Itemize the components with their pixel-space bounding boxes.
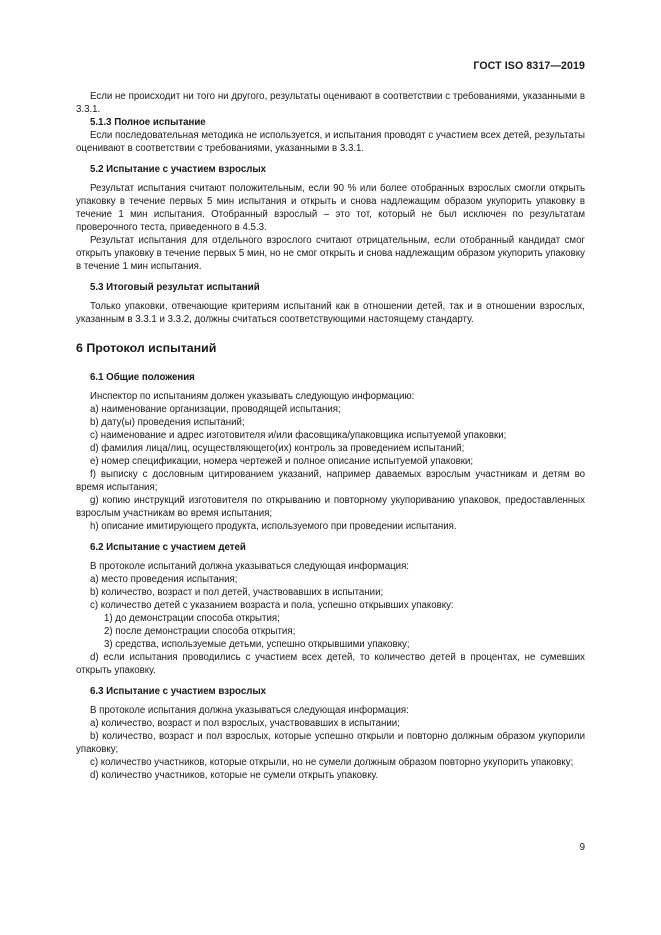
page-number: 9 (579, 842, 585, 853)
section-heading-5-3: 5.3 Итоговый результат испытаний (90, 282, 260, 293)
list-item: c) количество детей с указанием возраста и пола, успешно открывших упаковку: (90, 600, 454, 611)
document-header: ГОСТ ISO 8317—2019 (473, 60, 585, 72)
section-heading-5-2: 5.2 Испытание с участием взрослых (90, 164, 267, 175)
list-item: d) количество участников, которые не сумели открыть упаковку. (90, 770, 379, 781)
page-content (76, 90, 585, 782)
list-item: d) фамилия лица/лиц, осуществляющего(их) контроль за проведением испытаний; (90, 443, 465, 454)
list-item: f) выписку с дословным цитированием указаний, например даваемых взрослым участникам и детям во время испытания; (76, 469, 585, 493)
section-heading-6: 6 Протокол испытаний (76, 341, 217, 355)
list-item: a) количество, возраст и пол взрослых, участвовавших в испытании; (90, 718, 400, 729)
sub-list-item: 2) после демонстрации способа открытия; (104, 626, 296, 637)
paragraph: Результат испытания для отдельного взрослого считают отрицательным, если отобранный кандидат смог открыть упаковку в течение первых 5 мин, но не смог открыть и снова надлежащим образом укупорить упаковку в течение 1 мин испытания. (76, 235, 585, 272)
section-heading-6-3: 6.3 Испытание с участием взрослых (90, 686, 267, 697)
paragraph: В протоколе испытания должна указываться следующая информация: (90, 705, 409, 716)
list-item: d) если испытания проводились с участием всех детей, то количество детей в процентах, не сумевших открыть упаковку. (76, 652, 585, 676)
list-item: c) количество участников, которые открыли, но не сумели должным образом повторно укупорить упаковку; (90, 757, 574, 768)
paragraph: Если не происходит ни того ни другого, результаты оценивают в соответствии с требованиями, указанными в 3.3.1. (76, 91, 585, 115)
list-item: a) место проведения испытания; (90, 574, 238, 585)
section-heading-6-2: 6.2 Испытание с участием детей (90, 542, 246, 553)
section-heading-6-1: 6.1 Общие положения (90, 372, 195, 383)
paragraph: Если последовательная методика не используется, и испытания проводят с участием всех детей, результаты оценивают в соответствии с требованиями, указанными в 3.3.1. (76, 130, 585, 154)
list-item: b) дату(ы) проведения испытаний; (90, 417, 245, 428)
sub-list-item: 1) до демонстрации способа открытия; (104, 613, 280, 624)
paragraph: Результат испытания считают положительным, если 90 % или более отобранных взрослых смогли открыть упаковку в течение первых 5 мин испытания и открыть и снова надлежащим образом укупорить упаковку в течение 1 мин испытания. Отобранный взрослый – это тот, который не был исключен по результатам проверочного теста, приведенного в 4.5.3. (76, 183, 585, 233)
section-heading-5-1-3: 5.1.3 Полное испытание (90, 117, 206, 128)
list-item: g) копию инструкций изготовителя по открыванию и повторному укупориванию упаковок, предоставленных взрослым участникам во время испытания; (76, 495, 585, 519)
list-item: a) наименование организации, проводящей испытания; (90, 404, 341, 415)
paragraph: В протоколе испытаний должна указываться следующая информация: (90, 561, 410, 572)
list-item: b) количество, возраст и пол взрослых, которые успешно открыли и повторно должным образом укупорили упаковку; (76, 731, 585, 755)
list-item: c) наименование и адрес изготовителя и/или фасовщика/упаковщика испытуемой упаковки; (90, 430, 507, 441)
list-item: h) описание имитирующего продукта, используемого при проведении испытания. (90, 521, 457, 532)
paragraph: Только упаковки, отвечающие критериям испытаний как в отношении детей, так и в отношении взрослых, указанным в 3.3.1 и 3.3.2, должны считаться соответствующими настоящему стандарту. (76, 301, 585, 325)
list-item: b) количество, возраст и пол детей, участвовавших в испытании; (90, 587, 384, 598)
paragraph: Инспектор по испытаниям должен указывать следующую информацию: (90, 391, 415, 402)
sub-list-item: 3) средства, используемые детьми, успешно открывшими упаковку; (104, 639, 410, 650)
list-item: e) номер спецификации, номера чертежей и полное описание испытуемой упаковки; (90, 456, 474, 467)
